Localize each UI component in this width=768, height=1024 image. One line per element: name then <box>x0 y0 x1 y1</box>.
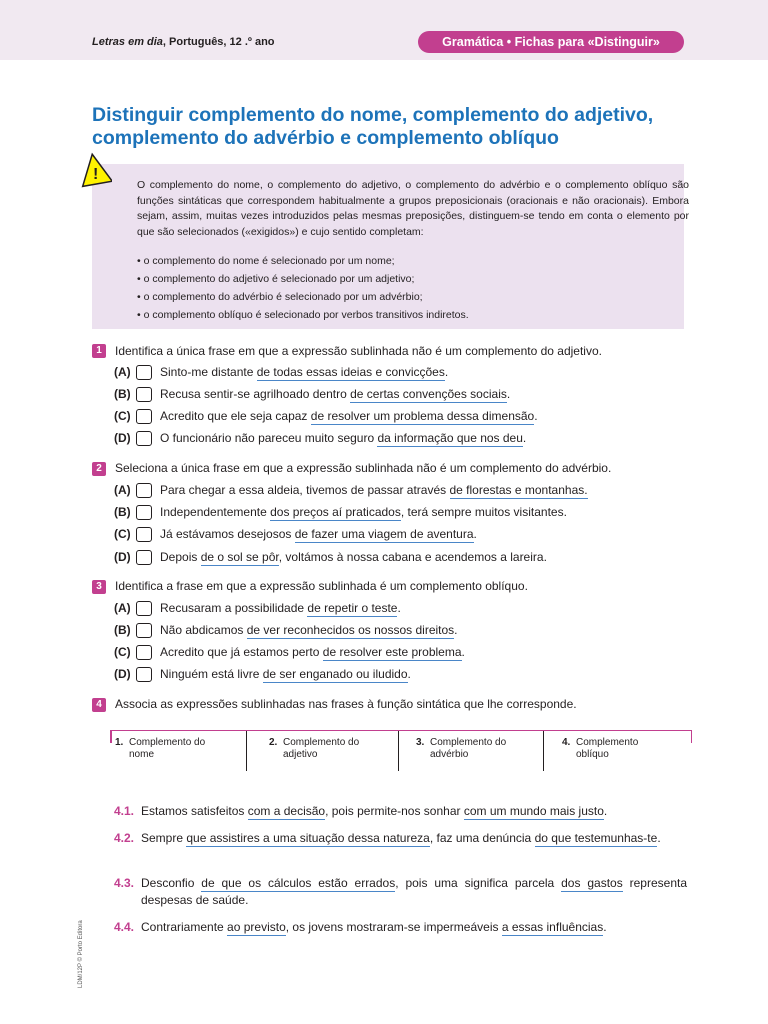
option-letter: (B) <box>114 505 131 519</box>
table-edge <box>110 731 112 743</box>
answer-checkbox[interactable] <box>136 483 152 498</box>
option-text: Acredito que já estamos perto de resolver este problema. <box>160 645 465 659</box>
option-text: O funcionário não pareceu muito seguro da informação que nos deu. <box>160 431 527 445</box>
option-row <box>114 525 477 543</box>
question-number-badge: 2 <box>92 462 106 476</box>
book-title: Letras em dia, Português, 12 .º ano <box>92 36 275 48</box>
info-bullet: • o complemento do advérbio é selecionado por um advérbio; <box>137 291 423 303</box>
column-divider <box>398 731 399 771</box>
option-letter: (D) <box>114 667 131 681</box>
subquestion: 4.4. Contrariamente ao previsto, os jovens mostraram-se impermeáveis a essas influências. <box>114 920 607 934</box>
option-letter: (B) <box>114 387 131 401</box>
option-text: Recusaram a possibilidade de repetir o teste. <box>160 601 401 615</box>
answer-checkbox[interactable] <box>136 431 152 446</box>
page-title: Distinguir complemento do nome, complemento do adjetivo, complemento do advérbio e complemento oblíquo <box>92 104 654 149</box>
copyright-note: LDM/12P © Porto Editora <box>78 920 84 988</box>
subquestion: 4.2. Sempre que assistires a uma situação dessa natureza, faz uma denúncia do que testemunhas-te. <box>114 831 661 845</box>
question-number-badge: 3 <box>92 580 106 594</box>
answer-checkbox[interactable] <box>136 365 152 380</box>
info-paragraph: O complemento do nome, o complemento do adjetivo, o complemento do advérbio e o complemento oblíquo são funções sintáticas que correspondem habitualmente a grupos preposicionais (oracionais e não oracionais). Embora sejam, assim, muitas vezes introduzidos pelas mesmas preposições, distinguem-se tendo em conta o elemento por que são selecionados («exigidos») e cujo sentido completam: <box>137 179 689 238</box>
info-bullets <box>137 252 469 324</box>
option-letter: (D) <box>114 431 131 445</box>
option-row <box>114 363 448 381</box>
answer-checkbox[interactable] <box>136 409 152 424</box>
option-row <box>114 503 567 521</box>
option-row <box>114 407 538 425</box>
option-row <box>114 481 588 499</box>
option-letter: (D) <box>114 550 131 564</box>
option-text: Acredito que ele seja capaz de resolver um problema dessa dimensão. <box>160 409 538 423</box>
question-number-badge: 1 <box>92 344 106 358</box>
answer-checkbox[interactable] <box>136 623 152 638</box>
option-letter: (C) <box>114 527 131 541</box>
question-text: Identifica a frase em que a expressão sublinhada é um complemento oblíquo. <box>115 579 528 593</box>
question-text: Associa as expressões sublinhadas nas frases à função sintática que lhe corresponde. <box>115 697 577 711</box>
column-divider <box>543 731 544 771</box>
option-text: Independentemente dos preços aí praticados, terá sempre muitos visitantes. <box>160 505 567 519</box>
option-letter: (A) <box>114 601 131 615</box>
option-text: Sinto-me distante de todas essas ideias e convicções. <box>160 365 449 379</box>
option-letter: (C) <box>114 645 131 659</box>
function-cell: 2. Complemento do adjetivo <box>269 737 360 760</box>
answer-checkbox[interactable] <box>136 645 152 660</box>
subquestion: 4.3. Desconfio de que os cálculos estão errados, pois uma significa parcela dos gastos representa despesas de saúde. <box>114 876 688 907</box>
answer-checkbox[interactable] <box>136 505 152 520</box>
function-table <box>110 730 692 770</box>
section-pill: Gramática • Fichas para «Distinguir» <box>418 31 684 53</box>
option-text: Já estávamos desejosos de fazer uma viagem de aventura. <box>160 527 477 541</box>
info-bullet: • o complemento do adjetivo é selecionado por um adjetivo; <box>137 273 415 285</box>
option-row <box>114 385 510 403</box>
option-letter: (B) <box>114 623 131 637</box>
option-letter: (A) <box>114 365 131 379</box>
answer-checkbox[interactable] <box>136 387 152 402</box>
option-row <box>114 599 401 617</box>
answer-checkbox[interactable] <box>136 667 152 682</box>
option-text: Recusa sentir-se agrilhoado dentro de certas convenções sociais. <box>160 387 511 401</box>
answer-checkbox[interactable] <box>136 527 152 542</box>
subquestion: 4.1. Estamos satisfeitos com a decisão, pois permite-nos sonhar com um mundo mais justo. <box>114 804 608 818</box>
option-text: Para chegar a essa aldeia, tivemos de passar através de florestas e montanhas. <box>160 483 588 497</box>
column-divider <box>246 731 247 771</box>
option-row <box>114 643 465 661</box>
option-row <box>114 621 458 639</box>
function-cell: 4. Complemento oblíquo <box>562 737 639 760</box>
question-text: Identifica a única frase em que a expressão sublinhada não é um complemento do adjetivo. <box>115 344 602 358</box>
option-row <box>114 665 411 683</box>
option-row <box>114 429 526 447</box>
option-letter: (A) <box>114 483 131 497</box>
option-text: Não abdicamos de ver reconhecidos os nossos direitos. <box>160 623 458 637</box>
function-cell: 3. Complemento do advérbio <box>416 737 507 760</box>
info-bullet: • o complemento do nome é selecionado por um nome; <box>137 255 395 267</box>
option-text: Depois de o sol se pôr, voltámos à nossa cabana e acendemos a lareira. <box>160 550 547 564</box>
info-bullet: • o complemento oblíquo é selecionado por verbos transitivos indiretos. <box>137 309 469 321</box>
warning-icon <box>78 152 112 188</box>
answer-checkbox[interactable] <box>136 550 152 565</box>
answer-checkbox[interactable] <box>136 601 152 616</box>
option-row <box>114 548 547 566</box>
question-number-badge: 4 <box>92 698 106 712</box>
option-letter: (C) <box>114 409 131 423</box>
option-text: Ninguém está livre de ser enganado ou iludido. <box>160 667 411 681</box>
svg-text:!: ! <box>93 166 99 183</box>
function-cell: 1. Complemento do nome <box>115 737 206 760</box>
question-text: Seleciona a única frase em que a expressão sublinhada não é um complemento do advérbio. <box>115 461 612 475</box>
